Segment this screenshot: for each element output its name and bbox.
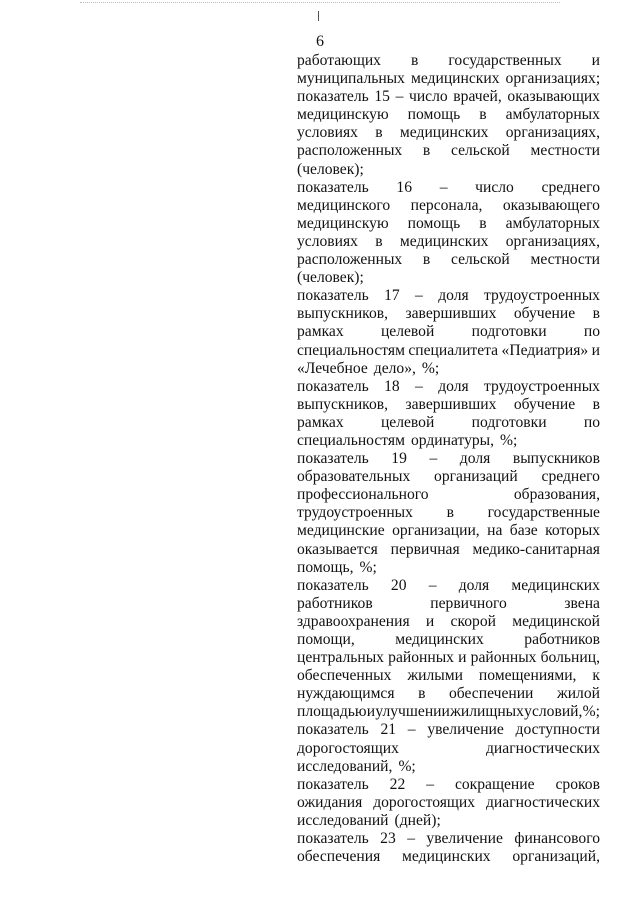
word: и xyxy=(591,52,600,69)
word: работников xyxy=(524,631,600,648)
word: – xyxy=(439,178,448,196)
word: 15 xyxy=(374,88,390,106)
word: трудоустроенных xyxy=(484,377,600,395)
word: увеличение xyxy=(427,721,504,739)
text-line xyxy=(297,541,600,559)
word: врачей, xyxy=(453,88,502,106)
word: оказывающих xyxy=(507,88,600,106)
word: специальностям xyxy=(297,431,405,449)
text-line xyxy=(297,848,600,866)
text-line xyxy=(297,106,600,124)
word: больниц, xyxy=(540,649,600,667)
word: условиях xyxy=(297,232,358,250)
word: государственных xyxy=(448,52,562,69)
word: исследований xyxy=(297,811,389,829)
word: выпускников, xyxy=(297,395,389,413)
text-line xyxy=(297,287,600,305)
word: по xyxy=(583,413,600,431)
text-line xyxy=(297,649,600,667)
word: расположенных xyxy=(297,142,403,160)
word: исследований, xyxy=(297,757,393,775)
word: медицинских xyxy=(402,848,491,866)
word: и xyxy=(591,341,600,359)
text-line xyxy=(297,776,600,794)
word: %; xyxy=(421,359,440,377)
word: в xyxy=(375,232,383,250)
word: – xyxy=(415,287,423,305)
word: площадью xyxy=(297,703,367,721)
word: показатель xyxy=(297,576,369,594)
text-line xyxy=(297,559,600,577)
word: (человек); xyxy=(297,160,364,178)
word: рамках xyxy=(297,323,344,341)
word: ожидания xyxy=(297,793,363,811)
word: показатель xyxy=(297,721,369,739)
word: завершивших xyxy=(405,305,497,323)
text-line xyxy=(297,450,600,468)
word: (дней); xyxy=(394,811,441,829)
word: ординатуры, xyxy=(410,431,495,449)
word: показатель xyxy=(297,775,369,793)
word: расположенных xyxy=(297,251,403,269)
word: работников xyxy=(297,594,373,612)
text-line xyxy=(297,323,600,341)
word: диагностических xyxy=(486,793,600,811)
text-line xyxy=(297,161,600,179)
word: показатель xyxy=(297,88,369,106)
word: доля xyxy=(459,450,491,468)
word: медицинских xyxy=(410,70,500,88)
text-line xyxy=(297,758,600,776)
word: жилищных xyxy=(450,703,524,721)
text-line xyxy=(297,305,600,323)
word: показатель xyxy=(297,287,369,305)
word: – xyxy=(426,775,435,793)
word: 18 xyxy=(384,377,400,395)
word: медицинские xyxy=(297,522,385,540)
word: медицинских xyxy=(399,232,489,250)
word: медицинской xyxy=(512,612,600,630)
word: доля xyxy=(438,287,469,305)
word: подготовки xyxy=(471,413,547,431)
text-line xyxy=(297,52,600,70)
word: образования, xyxy=(513,486,600,504)
word: обеспечения xyxy=(297,848,381,866)
word: показатель xyxy=(297,830,369,848)
word: условиях xyxy=(297,124,358,142)
text-line xyxy=(297,215,600,233)
word: медико-санитарная xyxy=(472,540,600,558)
word: к xyxy=(592,667,600,685)
word: в xyxy=(479,214,487,232)
word: 21 xyxy=(380,721,397,739)
text-line xyxy=(297,812,600,830)
word: и xyxy=(458,649,467,667)
word: районных xyxy=(470,649,537,667)
text-line xyxy=(297,124,600,142)
word: медицинскую xyxy=(297,214,389,232)
word: первичная xyxy=(390,540,460,558)
word: диагностических xyxy=(486,739,600,757)
word: – xyxy=(415,377,423,395)
word: в xyxy=(592,305,600,323)
word: помощь xyxy=(407,106,461,124)
word: – xyxy=(407,721,416,739)
word: организациях; xyxy=(505,70,601,88)
word: скорой xyxy=(450,612,496,630)
text-line xyxy=(297,378,600,396)
scan-artifact-mark xyxy=(318,11,319,21)
word: %; xyxy=(582,703,600,721)
text-line xyxy=(297,685,600,703)
word: условий, xyxy=(524,703,583,721)
word: дорогостоящих xyxy=(297,739,399,757)
word: организации, xyxy=(392,522,480,540)
text-line xyxy=(297,577,600,595)
word: (человек); xyxy=(297,269,364,287)
word: жилой xyxy=(556,685,600,703)
word: в xyxy=(422,251,431,269)
word: нуждающимся xyxy=(297,685,395,703)
word: число xyxy=(475,178,514,196)
word: медицинскую xyxy=(297,106,389,124)
text-line xyxy=(297,432,600,450)
word: в xyxy=(375,124,383,142)
word: государственные xyxy=(487,504,600,522)
scan-artifact-dots xyxy=(80,2,560,4)
word: выпускников, xyxy=(297,305,389,323)
word: муниципальных xyxy=(297,70,405,88)
word: местности xyxy=(530,251,600,269)
word: обеспечении xyxy=(448,685,534,703)
word: организаций, xyxy=(512,848,600,866)
word: местности xyxy=(530,142,600,160)
word: специальностям xyxy=(297,341,405,359)
text-line xyxy=(297,396,600,414)
word: в xyxy=(446,504,454,522)
word: организациях, xyxy=(505,232,600,250)
word: – xyxy=(429,450,438,468)
word: среднего xyxy=(541,178,600,196)
word: целевой xyxy=(380,413,435,431)
word: доля xyxy=(438,377,469,395)
word: обеспеченных xyxy=(297,667,392,685)
word: помощи, xyxy=(297,631,355,648)
word: первичного xyxy=(430,594,507,612)
text-line xyxy=(297,233,600,251)
word: амбулаторных xyxy=(505,214,600,232)
word: в xyxy=(422,142,431,160)
text-line xyxy=(297,88,600,106)
word: оказывающего xyxy=(502,196,600,214)
text-line xyxy=(297,70,600,88)
word: %; xyxy=(359,558,377,576)
text-line xyxy=(297,414,600,432)
word: – xyxy=(407,830,415,848)
word: профессионального xyxy=(297,486,429,504)
word: сельской xyxy=(450,142,510,160)
text-line xyxy=(297,468,600,486)
word: амбулаторных xyxy=(505,106,600,124)
word: показатель xyxy=(297,450,369,468)
word: дело», xyxy=(373,359,416,377)
text-line xyxy=(297,595,600,613)
word: на xyxy=(487,522,503,540)
word: завершивших xyxy=(405,395,497,413)
word: число xyxy=(408,88,448,106)
text-line xyxy=(297,703,600,721)
word: помощь, xyxy=(297,558,354,576)
word: организациях, xyxy=(505,124,600,142)
word: и xyxy=(425,612,435,630)
word: центральных xyxy=(297,649,384,667)
word: «Педиатрия» xyxy=(501,341,589,359)
word: помещениями, xyxy=(478,667,577,685)
word: «Лечебное xyxy=(297,359,368,377)
word: и xyxy=(366,703,376,721)
word: базе xyxy=(509,522,538,540)
document-body xyxy=(297,52,600,866)
word: образовательных xyxy=(297,468,411,486)
word: – xyxy=(395,88,404,106)
text-line xyxy=(297,360,600,378)
text-line xyxy=(297,486,600,504)
word: которых xyxy=(545,522,600,540)
word: выпускников xyxy=(512,450,600,468)
text-line xyxy=(297,522,600,540)
text-line xyxy=(297,740,600,758)
word: %; xyxy=(398,757,416,775)
word: трудоустроенных xyxy=(297,504,413,522)
word: показатель xyxy=(297,377,369,395)
word: доля xyxy=(458,576,490,594)
word: подготовки xyxy=(471,323,547,341)
word: здравоохранения xyxy=(297,612,410,630)
word: 16 xyxy=(396,178,412,196)
text-line xyxy=(297,251,600,269)
word: показатель xyxy=(297,178,369,196)
word: 23 xyxy=(380,830,396,848)
word: организаций xyxy=(434,468,518,486)
word: в xyxy=(592,395,600,413)
text-line xyxy=(297,179,600,197)
word: по xyxy=(583,323,600,341)
word: улучшении xyxy=(375,703,450,721)
text-line xyxy=(297,269,600,287)
word: оказывается xyxy=(297,540,378,558)
word: среднего xyxy=(541,468,600,486)
word: 17 xyxy=(384,287,400,305)
word: в xyxy=(418,685,426,703)
text-line xyxy=(297,613,600,631)
word: специалитета xyxy=(408,341,499,359)
text-line xyxy=(297,794,600,812)
word: помощь xyxy=(407,214,461,232)
word: сокращение xyxy=(454,775,535,793)
word: трудоустроенных xyxy=(484,287,600,305)
text-line xyxy=(297,721,600,739)
word: звена xyxy=(564,594,600,612)
word: 20 xyxy=(390,576,407,594)
word: персонала, xyxy=(410,196,483,214)
word: обучение xyxy=(513,395,576,413)
word: районных xyxy=(388,649,454,667)
word: сроков xyxy=(555,775,600,793)
word: финансового xyxy=(514,830,600,848)
word: сельской xyxy=(450,251,510,269)
word: обучение xyxy=(513,305,576,323)
text-line xyxy=(297,342,600,360)
word: медицинских xyxy=(399,124,489,142)
word: целевой xyxy=(380,323,435,341)
word: %; xyxy=(500,431,518,449)
page-number: 6 xyxy=(316,33,324,50)
word: доступности xyxy=(515,721,600,739)
word: – xyxy=(428,576,437,594)
word: медицинского xyxy=(297,196,391,214)
word: работающих xyxy=(297,52,381,69)
word: жилыми xyxy=(407,667,463,685)
word: дорогостоящих xyxy=(373,793,476,811)
word: медицинских xyxy=(511,576,600,594)
word: рамках xyxy=(297,413,344,431)
word: 19 xyxy=(391,450,407,468)
word: медицинских xyxy=(395,631,484,648)
word: в xyxy=(410,52,419,69)
text-line xyxy=(297,197,600,215)
text-line xyxy=(297,631,600,649)
word: в xyxy=(479,106,487,124)
text-line xyxy=(297,142,600,160)
text-line xyxy=(297,504,600,522)
word: увеличение xyxy=(426,830,503,848)
text-line xyxy=(297,667,600,685)
word: 22 xyxy=(389,775,406,793)
text-line xyxy=(297,830,600,848)
